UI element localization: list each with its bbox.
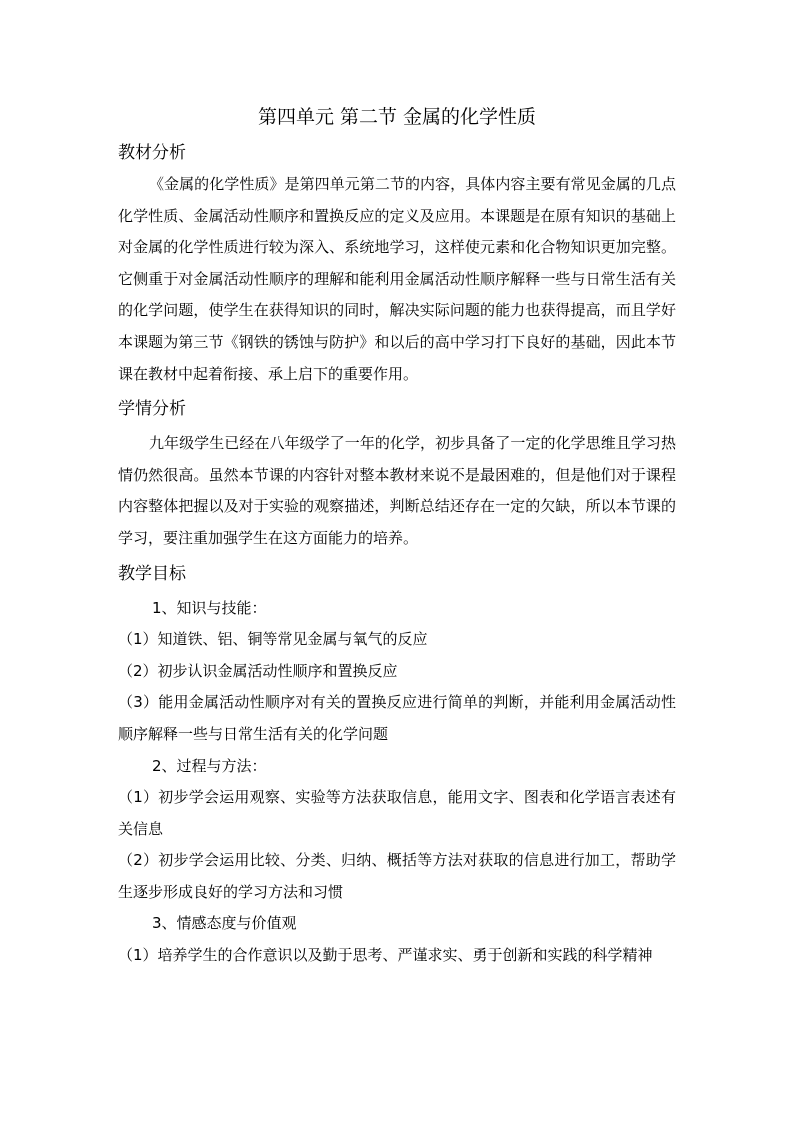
analysis-paragraph: 《金属的化学性质》是第四单元第二节的内容，具体内容主要有常见金属的几点化学性质、金属活动性顺序和置换反应的定义及应用。本课题是在原有知识的基础上对金属的化学性质进行较为深入、系统地学习，这样使元素和化合物知识更加完整。它侧重于对金属活动性顺序的理解和能利用金属活动性顺序解释一些与日常生活有关的化学问题，使学生在获得知识的同时，解决实际问题的能力也获得提高，而且学好本课题为第三节《钢铁的锈蚀与防护》和以后的高中学习打下良好的基础，因此本节课在教材中起着衔接、承上启下的重要作用。 (118, 175, 676, 383)
goal-process-item-2: （2）初步学会运用比较、分类、归纳、概括等方法对获取的信息进行加工，帮助学生逐步形成良好的学习方法和习惯 (118, 851, 676, 901)
document-title: 第四单元 第二节 金属的化学性质 (257, 106, 537, 128)
goal-knowledge-item-2: （2）初步认识金属活动性顺序和置换反应 (118, 661, 398, 680)
goal-values-item-1: （1）培养学生的合作意识以及勤于思考、严谨求实、勇于创新和实践的科学精神 (118, 946, 653, 965)
section-heading-goals: 教学目标 (118, 563, 186, 584)
students-paragraph: 九年级学生已经在八年级学了一年的化学，初步具备了一定的化学思维且学习热情仍然很高。虽然本节课的内容针对整本教材来说不是最困难的，但是他们对于课程内容整体把握以及对于实验的观察描述，判断总结还存在一定的欠缺，所以本节课的学习，要注重加强学生在这方面能力的培养。 (118, 434, 676, 547)
goal-process-item-1: （1）初步学会运用观察、实验等方法获取信息，能用文字、图表和化学语言表述有关信息 (118, 788, 676, 838)
section-heading-analysis: 教材分析 (118, 143, 186, 163)
goal-knowledge-item-3: （3）能用金属活动性顺序对有关的置换反应进行简单的判断，并能利用金属活动性顺序解释一些与日常生活有关的化学问题 (118, 693, 676, 743)
goal-knowledge-item-1: （1）知道铁、铝、铜等常见金属与氧气的反应 (118, 630, 428, 649)
goal-values-title: 3、情感态度与价值观 (152, 914, 297, 933)
goal-knowledge-title: 1、知识与技能： (152, 598, 267, 617)
section-heading-students: 学情分析 (118, 399, 186, 420)
document-page (118, 100, 676, 972)
goal-process-title: 2、过程与方法： (152, 756, 267, 775)
